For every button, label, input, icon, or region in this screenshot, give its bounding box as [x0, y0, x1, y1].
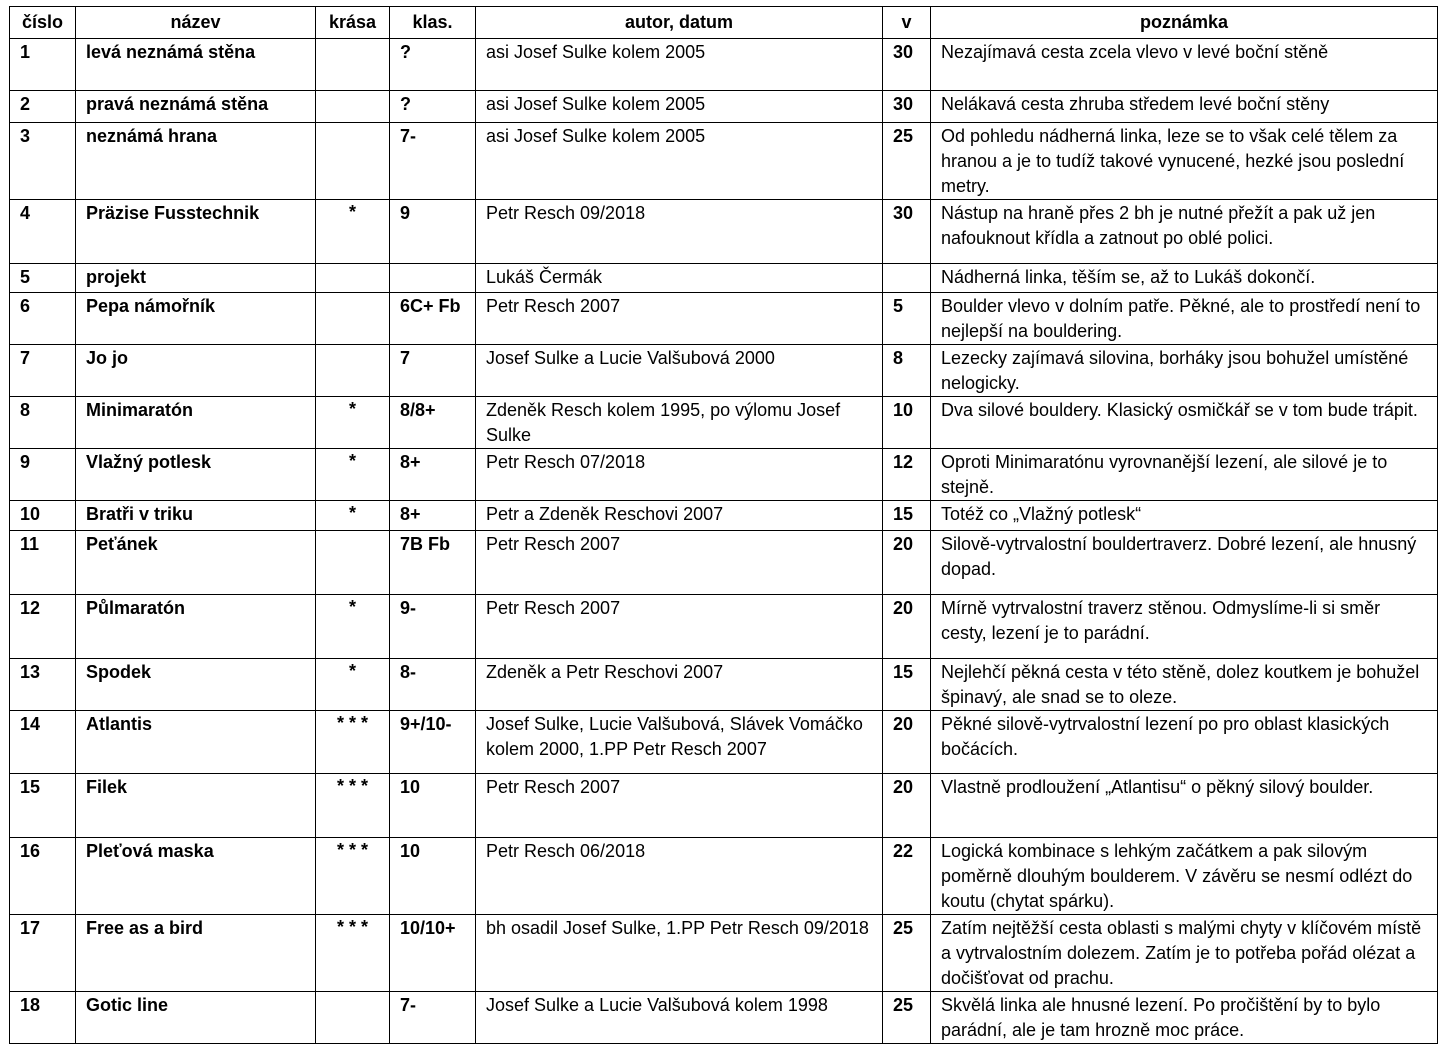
route-stars: * * * — [316, 915, 390, 992]
route-grade: 7 — [390, 345, 476, 397]
route-note: Vlastně prodloužení „Atlantisu“ o pěkný silový boulder. — [931, 774, 1438, 838]
route-note: Nezajímavá cesta zcela vlevo v levé boční stěně — [931, 39, 1438, 91]
header-klas: klas. — [390, 7, 476, 39]
table-row — [10, 200, 1438, 264]
route-length: 30 — [883, 39, 931, 91]
route-author-date: Zdeněk Resch kolem 1995, po výlomu Josef Sulke — [476, 397, 883, 449]
header-cislo: číslo — [10, 7, 76, 39]
route-name: neznámá hrana — [76, 123, 316, 200]
route-author-date: Josef Sulke a Lucie Valšubová 2000 — [476, 345, 883, 397]
route-grade: 10/10+ — [390, 915, 476, 992]
route-name: Jo jo — [76, 345, 316, 397]
header-krasa: krása — [316, 7, 390, 39]
route-grade: 8+ — [390, 501, 476, 531]
table-row — [10, 838, 1438, 915]
route-author-date: Petr Resch 07/2018 — [476, 449, 883, 501]
route-author-date: Josef Sulke a Lucie Valšubová kolem 1998 — [476, 992, 883, 1044]
table-row — [10, 531, 1438, 595]
route-length: 20 — [883, 595, 931, 659]
route-stars: * * * — [316, 774, 390, 838]
table-row — [10, 915, 1438, 992]
route-name: Peťánek — [76, 531, 316, 595]
table-row — [10, 91, 1438, 123]
route-note: Nelákavá cesta zhruba středem levé boční stěny — [931, 91, 1438, 123]
route-stars — [316, 39, 390, 91]
route-stars: * — [316, 501, 390, 531]
route-stars — [316, 531, 390, 595]
route-number: 11 — [10, 531, 76, 595]
route-length: 15 — [883, 659, 931, 711]
route-number: 15 — [10, 774, 76, 838]
route-note: Zatím nejtěžší cesta oblasti s malými chyty v klíčovém místě a vytrvalostním dolezem. Zatím je to potřeba pořád olézat a dočišťovat od prachu. — [931, 915, 1438, 992]
route-grade: ? — [390, 39, 476, 91]
route-grade: 7- — [390, 123, 476, 200]
route-stars: * * * — [316, 711, 390, 774]
route-number: 6 — [10, 293, 76, 345]
routes-table — [9, 6, 1438, 1044]
route-length: 8 — [883, 345, 931, 397]
route-length: 12 — [883, 449, 931, 501]
table-row — [10, 264, 1438, 293]
route-author-date: Petr Resch 06/2018 — [476, 838, 883, 915]
route-length: 20 — [883, 774, 931, 838]
route-grade: 10 — [390, 838, 476, 915]
route-note: Logická kombinace s lehkým začátkem a pak silovým poměrně dlouhým boulderem. V závěru se nesmí odlézt do koutu (chytat spárku). — [931, 838, 1438, 915]
route-note: Totéž co „Vlažný potlesk“ — [931, 501, 1438, 531]
table-row — [10, 992, 1438, 1044]
route-name: projekt — [76, 264, 316, 293]
table-row — [10, 711, 1438, 774]
route-author-date: asi Josef Sulke kolem 2005 — [476, 91, 883, 123]
route-note: Nejlehčí pěkná cesta v této stěně, dolez koutkem je bohužel špinavý, ale snad se to oleze. — [931, 659, 1438, 711]
route-note: Od pohledu nádherná linka, leze se to však celé tělem za hranou a je to tudíž takové vynucené, hezké jsou poslední metry. — [931, 123, 1438, 200]
route-number: 12 — [10, 595, 76, 659]
route-name: Pepa námořník — [76, 293, 316, 345]
route-author-date: Petr Resch 2007 — [476, 595, 883, 659]
route-number: 10 — [10, 501, 76, 531]
table-row — [10, 501, 1438, 531]
route-stars — [316, 123, 390, 200]
route-author-date: Petr Resch 2007 — [476, 293, 883, 345]
route-length: 30 — [883, 91, 931, 123]
route-grade: 7- — [390, 992, 476, 1044]
route-grade: 10 — [390, 774, 476, 838]
route-length: 10 — [883, 397, 931, 449]
route-note: Dva silové bouldery. Klasický osmičkář se v tom bude trápit. — [931, 397, 1438, 449]
route-length: 25 — [883, 992, 931, 1044]
route-note: Lezecky zajímavá silovina, borháky jsou bohužel umístěné nelogicky. — [931, 345, 1438, 397]
route-name: Bratři v triku — [76, 501, 316, 531]
route-number: 3 — [10, 123, 76, 200]
route-name: Präzise Fusstechnik — [76, 200, 316, 264]
header-nazev: název — [76, 7, 316, 39]
route-grade: ? — [390, 91, 476, 123]
route-grade — [390, 264, 476, 293]
route-length — [883, 264, 931, 293]
route-author-date: Josef Sulke, Lucie Valšubová, Slávek Vomáčko kolem 2000, 1.PP Petr Resch 2007 — [476, 711, 883, 774]
table-row — [10, 345, 1438, 397]
route-length: 30 — [883, 200, 931, 264]
table-row — [10, 595, 1438, 659]
route-grade: 9 — [390, 200, 476, 264]
route-stars — [316, 992, 390, 1044]
route-stars — [316, 293, 390, 345]
route-stars: * — [316, 397, 390, 449]
route-name: Filek — [76, 774, 316, 838]
route-note: Nástup na hraně přes 2 bh je nutné přežít a pak už jen nafouknout křídla a zatnout po oblé polici. — [931, 200, 1438, 264]
route-stars: * — [316, 659, 390, 711]
route-number: 16 — [10, 838, 76, 915]
header-poznamka: poznámka — [931, 7, 1438, 39]
table-row — [10, 293, 1438, 345]
table-row — [10, 397, 1438, 449]
route-stars: * — [316, 200, 390, 264]
route-number: 14 — [10, 711, 76, 774]
route-name: Spodek — [76, 659, 316, 711]
table-row — [10, 774, 1438, 838]
route-stars — [316, 345, 390, 397]
route-note: Oproti Minimaratónu vyrovnanější lezení, ale silové je to stejně. — [931, 449, 1438, 501]
table-row — [10, 39, 1438, 91]
header-autor: autor, datum — [476, 7, 883, 39]
route-stars: * — [316, 449, 390, 501]
route-number: 2 — [10, 91, 76, 123]
route-stars: * — [316, 595, 390, 659]
route-number: 13 — [10, 659, 76, 711]
route-stars — [316, 264, 390, 293]
table-row — [10, 449, 1438, 501]
route-length: 20 — [883, 531, 931, 595]
route-name: Minimaratón — [76, 397, 316, 449]
route-author-date: Petr a Zdeněk Reschovi 2007 — [476, 501, 883, 531]
route-length: 22 — [883, 838, 931, 915]
route-number: 4 — [10, 200, 76, 264]
route-author-date: Petr Resch 2007 — [476, 531, 883, 595]
route-note: Boulder vlevo v dolním patře. Pěkné, ale to prostředí není to nejlepší na bouldering. — [931, 293, 1438, 345]
route-stars — [316, 91, 390, 123]
table-row — [10, 659, 1438, 711]
route-number: 7 — [10, 345, 76, 397]
route-name: pravá neznámá stěna — [76, 91, 316, 123]
route-name: levá neznámá stěna — [76, 39, 316, 91]
table-row — [10, 123, 1438, 200]
route-note: Nádherná linka, těším se, až to Lukáš dokončí. — [931, 264, 1438, 293]
route-number: 18 — [10, 992, 76, 1044]
route-number: 9 — [10, 449, 76, 501]
route-grade: 7B Fb — [390, 531, 476, 595]
route-length: 25 — [883, 915, 931, 992]
route-grade: 9+/10- — [390, 711, 476, 774]
route-length: 15 — [883, 501, 931, 531]
route-name: Pleťová maska — [76, 838, 316, 915]
route-name: Vlažný potlesk — [76, 449, 316, 501]
route-grade: 8+ — [390, 449, 476, 501]
route-note: Silově-vytrvalostní bouldertraverz. Dobré lezení, ale hnusný dopad. — [931, 531, 1438, 595]
route-length: 5 — [883, 293, 931, 345]
route-author-date: bh osadil Josef Sulke, 1.PP Petr Resch 09/2018 — [476, 915, 883, 992]
route-length: 20 — [883, 711, 931, 774]
route-note: Pěkné silově-vytrvalostní lezení po pro oblast klasických bočácích. — [931, 711, 1438, 774]
route-author-date: asi Josef Sulke kolem 2005 — [476, 123, 883, 200]
route-author-date: Petr Resch 09/2018 — [476, 200, 883, 264]
route-grade: 9- — [390, 595, 476, 659]
route-author-date: Lukáš Čermák — [476, 264, 883, 293]
route-note: Skvělá linka ale hnusné lezení. Po pročištění by to bylo parádní, ale je tam hrozně moc práce. — [931, 992, 1438, 1044]
route-name: Atlantis — [76, 711, 316, 774]
route-grade: 6C+ Fb — [390, 293, 476, 345]
route-grade: 8- — [390, 659, 476, 711]
route-author-date: asi Josef Sulke kolem 2005 — [476, 39, 883, 91]
route-author-date: Petr Resch 2007 — [476, 774, 883, 838]
route-name: Gotic line — [76, 992, 316, 1044]
route-stars: * * * — [316, 838, 390, 915]
route-length: 25 — [883, 123, 931, 200]
route-number: 17 — [10, 915, 76, 992]
route-note: Mírně vytrvalostní traverz stěnou. Odmyslíme-li si směr cesty, lezení je to parádní. — [931, 595, 1438, 659]
route-number: 8 — [10, 397, 76, 449]
route-grade: 8/8+ — [390, 397, 476, 449]
route-number: 5 — [10, 264, 76, 293]
route-name: Free as a bird — [76, 915, 316, 992]
route-number: 1 — [10, 39, 76, 91]
route-author-date: Zdeněk a Petr Reschovi 2007 — [476, 659, 883, 711]
route-name: Půlmaratón — [76, 595, 316, 659]
header-v: v — [883, 7, 931, 39]
header-row — [10, 7, 1438, 39]
